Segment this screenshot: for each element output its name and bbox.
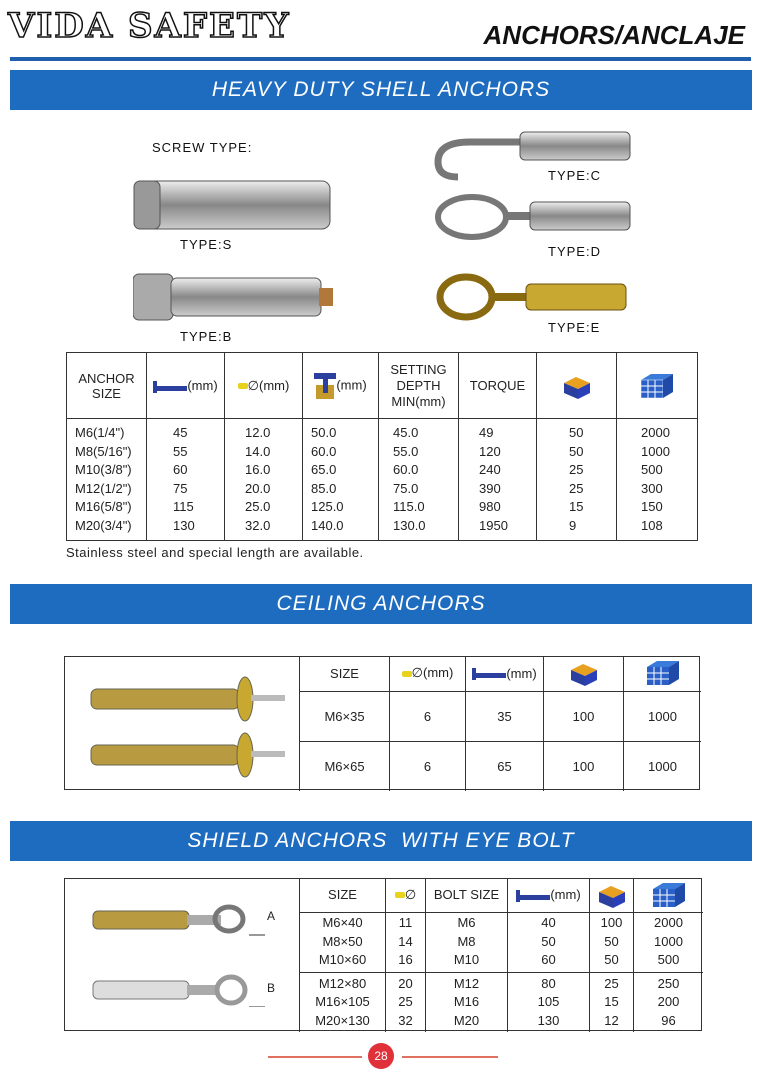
carton-qty-column: 2000 1000 500 [654,915,683,968]
ceiling-spec-table [299,656,701,791]
footer-line-left [268,1056,362,1058]
carton-icon [651,881,687,909]
box-qty-column: 25 15 12 [590,972,634,1032]
diameter-column: 11 14 16 [386,912,426,972]
box-qty-header [537,353,617,419]
diameter-column: 12.0 14.0 16.0 20.0 25.0 32.0 [225,419,303,541]
table-body-group-1 [300,912,704,972]
footer-line-right [402,1056,498,1058]
shield-anchor-panel [64,878,702,1031]
table-header-row [300,878,704,912]
ceiling-anchor-image [87,671,287,781]
table-header-row [300,656,702,691]
type-c-anchor-image [430,122,635,182]
diameter-icon [402,671,412,677]
shield-spec-table [299,878,703,1032]
type-e-label: TYPE:E [548,320,601,335]
ceiling-anchor-panel [64,656,700,790]
diameter-cell: 6 [390,691,466,742]
carton-icon [645,659,681,687]
table-row [300,691,702,742]
setting-depth-column: 45.0 55.0 60.0 75.0 115.0 130.0 [379,419,459,541]
section-banner-shield: SHIELD ANCHORS WITH EYE BOLT [10,821,752,861]
bolt-size-header: BOLT SIZE [426,878,508,912]
box-qty-cell: 100 [544,691,624,742]
type-s-anchor-image [130,175,335,235]
box-icon [569,660,599,686]
carton-qty-cell: 1000 [648,759,677,775]
type-b-anchor-image [133,270,333,325]
carton-qty-cell: 1000 [648,708,677,724]
type-d-label: TYPE:D [548,244,601,259]
size-column: M6(1/4") M8(5/16") M10(3/8") M12(1/2") M16(5/8") M20(3/4") [67,419,147,541]
diameter-header: ∅(mm) [390,656,466,691]
torque-column: 49 120 240 390 980 1950 [459,419,537,541]
screw-type-label: SCREW TYPE: [152,140,253,155]
box-qty-column: 100 50 50 [590,912,634,972]
diameter-cell: 6 [390,742,466,791]
table-body-group-2 [300,972,704,1032]
length-icon [153,381,187,393]
length-header: (mm) [466,656,544,691]
box-qty-column: 50 50 25 25 15 9 [537,419,617,541]
size-column: M6×40 M8×50 M10×60 [300,912,386,972]
brand-logo: VIDA SAFETY [8,6,291,46]
shield-anchor-image [89,897,279,1007]
length-icon [516,890,550,902]
type-c-label: TYPE:C [548,168,601,183]
carton-qty-column: 2000 1000 500 300 150 108 [641,425,670,533]
diameter-icon [238,383,248,389]
carton-qty-header [617,353,698,419]
length-column: 40 50 60 [508,912,590,972]
diameter-column: 20 25 32 [386,972,426,1032]
size-header: SIZE [300,656,390,691]
type-e-anchor-image [430,270,635,325]
diameter-header: ∅ [386,878,426,912]
label-a: A [267,909,276,923]
length-cell: 35 [466,691,544,742]
length-cell: 65 [466,742,544,791]
section-banner-heavy-duty: HEAVY DUTY SHELL ANCHORS [10,70,752,110]
carton-qty-header [624,656,702,691]
table-body-row [67,419,698,541]
label-b: B [267,981,276,995]
thickness-column: 50.0 60.0 65.0 85.0 125.0 140.0 [303,419,379,541]
type-d-anchor-image [430,190,635,245]
size-header: SIZE [300,878,386,912]
type-s-label: TYPE:S [180,237,233,252]
box-qty-cell: 100 [544,742,624,791]
carton-qty-header [634,878,704,912]
size-cell: M6×65 [300,742,390,791]
carton-qty-column: 250 200 96 [657,975,680,1028]
box-qty-header [590,878,634,912]
heavy-duty-spec-table [66,352,698,541]
thickness-header: (mm) [303,353,379,419]
anchor-size-header: ANCHOR SIZE [67,353,147,419]
fixture-thickness-icon [314,373,336,399]
setting-depth-header: SETTING DEPTH MIN(mm) [379,353,459,419]
page-title: ANCHORS/ANCLAJE [483,20,745,50]
box-qty-header [544,656,624,691]
section-banner-ceiling: CEILING ANCHORS [10,584,752,624]
header-divider [10,57,751,61]
availability-note: Stainless steel and special length are available. [66,545,364,560]
box-icon [562,373,592,399]
diameter-header: ∅(mm) [225,353,303,419]
table-header-row [67,353,698,419]
length-header: (mm) [147,353,225,419]
page-number-badge: 28 [368,1043,394,1069]
diameter-icon [395,892,405,898]
torque-header: TORQUE [459,353,537,419]
size-cell: M6×35 [300,691,390,742]
length-column: 80 105 130 [508,972,590,1032]
length-header: (mm) [508,878,590,912]
type-b-label: TYPE:B [180,329,233,344]
box-icon [597,882,627,908]
table-row [300,742,702,791]
bolt-size-column: M6 M8 M10 [426,912,508,972]
length-icon [472,668,506,680]
length-column: 45 55 60 75 115 130 [147,419,225,541]
bolt-size-column: M12 M16 M20 [426,972,508,1032]
size-column: M12×80 M16×105 M20×130 [300,972,386,1032]
carton-icon [639,372,675,400]
